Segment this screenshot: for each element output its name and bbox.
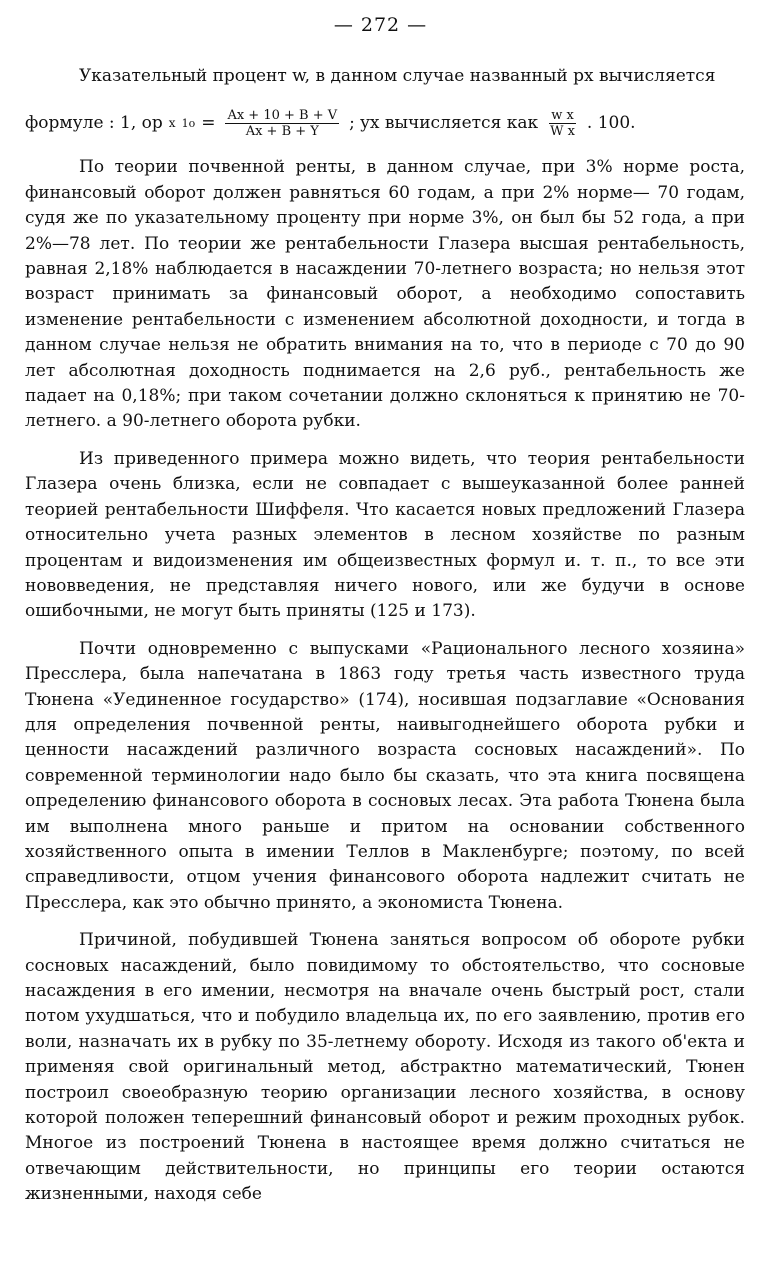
page-number: — 272 — xyxy=(333,14,428,36)
paragraph-1: По теории почвенной ренты, в данном случае, при 3% норме роста, финансовый оборот должен равняться 60 годам, а при 2% норме— 70 годам, судя же по указательному проценту при норме 3%, он был бы 52 года, а при 2%—78 лет. По теории же рентабельности Глазера высшая рентабельность, равная 2,18% наблюдается в насаждении 70-летнего возраста; но нельзя этот возраст принимать за финансовый оборот, а необходимо сопоставить изменение рентабельности с изменением абсолютной доходности, и тогда в данном случае нельзя не обратить внимания на то, что в периоде с 70 до 90 лет абсолютная доходность поднимается на 2,6 руб., рентабельность же падает на 0,18%; при таком сочетании должно склоняться к принятию не 70-летнего. а 90-летнего оборота рубки. xyxy=(25,157,745,432)
formula-index: x xyxy=(168,115,176,130)
paragraph-4: Причиной, побудившей Тюнена заняться вопросом об обороте рубки сосновых насаждений, было повидимому то обстоятельство, что сосновые насаждения в его имении, несмотря на вначале очень быстрый рост, стали потом ухудшаться, что и побудило владельца их, по его заявлению, против его воли, назначать их в рубку по 35-летнему обороту. Исходя из такого об'екта и применяя свой оригинальный метод, абстрактно математический, Тюнен построил своеобразную теорию организации лесного хозяйства, в основу которой положен теперешний финансовый оборот и режим проходных рубок. Многое из построений Тюнена в настоящее время должно считаться не отвечающим действительности, но принципы его теории остаются жизненными, находя себе xyxy=(25,930,745,1205)
paragraph-2: Из приведенного примера можно видеть, что теория рентабельности Глазера очень близка, если не совпадает с вышеуказанной более ранней теорией рентабельности Шиффеля. Что касается новых предложений Глазера относительно учета разных элементов в лесном хозяйстве по разным процентам и видоизменения им общеизвестных формул и. т. п., то все эти нововведения, не представляя ничего нового, или же будучи в основе ошибочными, не могут быть приняты (125 и 173). xyxy=(25,448,745,622)
formula-prefix: формуле : 1, op xyxy=(25,112,163,133)
formula-fraction-2-numerator: w x xyxy=(551,107,574,123)
paragraph-3: Почти одновременно с выпусками «Рационального лесного хозяина» Пресслера, была напечатана в 1863 году третья часть известного труда Тюнена «Уединенное государство» (174), носившая подзаглавие «Основания для определения почвенной ренты, наивыгоднейшего оборота рубки и ценности насаждений различного возраста сосновых насаждений». По современной терминологии надо было бы сказать, что эта книга посвящена определению финансового оборота в сосновых лесах. Эта работа Тюнена была им выполнена много раньше и притом на основании собственного хозяйственного опыта в имении Теллов в Макленбурге; поэтому, по всей справедливости, отцом учения финансового оборота надлежит считать не Пресслера, как это обычно принято, а экономиста Тюнена. xyxy=(25,638,745,913)
formula-fraction-2-denominator: W x xyxy=(550,123,575,139)
formula-middle: ; yx вычисляется как xyxy=(349,112,539,133)
formula-superscript: 1o xyxy=(181,116,196,130)
body-text xyxy=(25,64,745,1220)
formula-suffix: . 100. xyxy=(586,112,636,133)
formula-numerator: Ax + 10 + B + V xyxy=(227,107,338,123)
formula xyxy=(25,101,745,145)
formula-fraction-2 xyxy=(548,108,577,139)
formula-fraction xyxy=(225,108,339,139)
intro-line: Указательный процент w, в данном случае названный pх вычисляется xyxy=(79,66,716,86)
formula-equals: = xyxy=(201,112,216,133)
formula-denominator: Ax + B + Y xyxy=(245,123,319,139)
